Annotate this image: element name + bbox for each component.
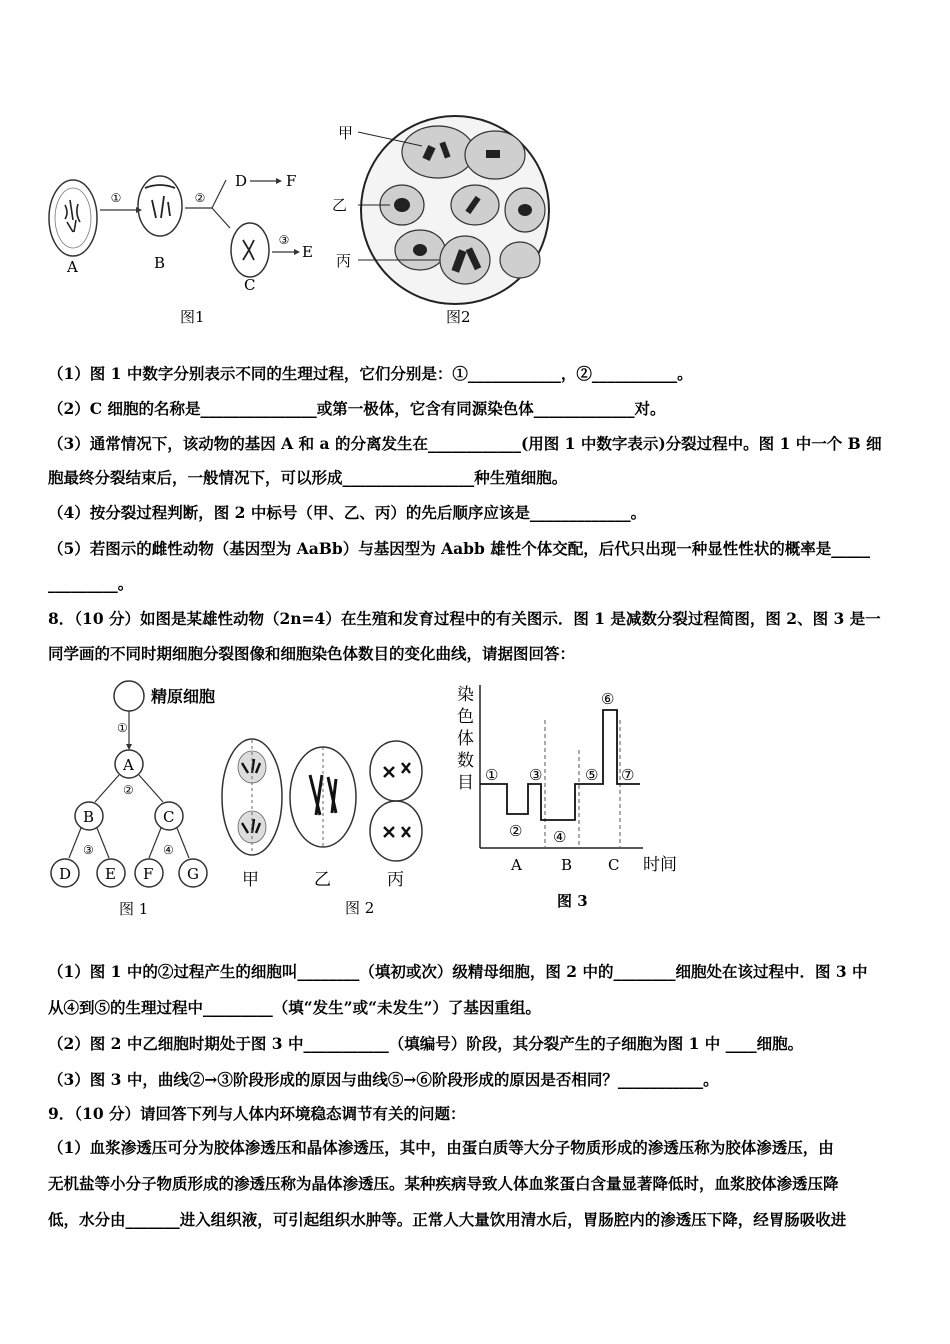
ylabel-char-3: 体 [457, 729, 474, 749]
q8-sub-line-2: 从④到⑤的生理过程中_________（填“发生”或“未发生”）了基因重组。 [48, 998, 541, 1017]
label-yi: 乙 [332, 196, 348, 214]
stage-4: ④ [553, 828, 567, 846]
ylabel-char-1: 染 [457, 685, 474, 705]
q8-sub-line-1: （1）图 1 中的②过程产生的细胞叫________（填初或次）级精母细胞，图 2 中的________细胞处在该过程中．图 3 中 [48, 962, 868, 981]
q8-step-4: ④ [163, 843, 174, 857]
q9-body-3: 低，水分由_______进入组织液，可引起组织水肿等。正常人大量饮用清水后，胃肠腔内的渗透压下降，经胃肠吸收进 [48, 1210, 847, 1229]
title-spermatogonium: 精原细胞 [151, 687, 216, 706]
q8-figure-1 [45, 678, 225, 923]
q8-line-1: 8．（10 分）如图是某雄性动物（2n=4）在生殖和发育过程中的有关图示．图 1 是减数分裂过程简图，图 2、图 3 是一 [48, 609, 881, 628]
stage-5: ⑤ [585, 766, 599, 784]
q7-line-4: 胞最终分裂结束后，一般情况下，可以形成_________________种生殖细胞。 [48, 468, 568, 487]
q7-line-7: _________。 [48, 574, 134, 593]
node-c: C [163, 808, 175, 826]
ylabel-char-5: 目 [457, 773, 474, 793]
q7-line-6: （5）若图示的雌性动物（基因型为 AaBb）与基因型为 Aabb 雄性个体交配，后代只出现一种显性性状的概率是_____ [48, 539, 870, 558]
q7-line-1: （1）图 1 中数字分别表示不同的生理过程，它们分别是：①____________，②___________。 [48, 364, 693, 383]
node-b: B [83, 808, 95, 826]
tick-b: B [561, 856, 573, 874]
q8-sub-line-4: （3）图 3 中，曲线②→③阶段形成的原因与曲线⑤→⑥阶段形成的原因是否相同？___________。 [48, 1070, 719, 1089]
top-figure-2 [330, 110, 570, 335]
top-figure-1 [40, 160, 330, 335]
q9-body-1: （1）血浆渗透压可分为胶体渗透压和晶体渗透压，其中，由蛋白质等大分子物质形成的渗透压称为胶体渗透压，由 [48, 1138, 834, 1157]
tick-a: A [511, 856, 522, 874]
q7-line-5: （4）按分裂过程判断，图 2 中标号（甲、乙、丙）的先后顺序应该是_____________。 [48, 503, 647, 522]
stage-7: ⑦ [621, 766, 635, 784]
stage-6: ⑥ [601, 690, 615, 708]
q8-step-1: ① [117, 721, 128, 735]
q8-line-2: 同学画的不同时期细胞分裂图像和细胞染色体数目的变化曲线，请据图回答： [48, 644, 576, 663]
label-a: A [67, 258, 78, 276]
q8-fig1-caption: 图 1 [119, 900, 149, 918]
fig1-caption: 图1 [180, 308, 205, 326]
node-e: E [105, 865, 116, 883]
stage-3: ③ [529, 766, 543, 784]
q9-body-2: 无机盐等小分子物质形成的渗透压称为晶体渗透压。某种疾病导致人体血浆蛋白含量显著降低时，血浆胶体渗透压降 [48, 1174, 839, 1193]
node-a: A [123, 756, 134, 774]
step-1: ① [110, 191, 122, 205]
chromosome-curve [480, 710, 640, 820]
q7-line-2: （2）C 细胞的名称是_______________或第一极体，它含有同源染色体_____________对。 [48, 399, 666, 418]
q8-figure-3 [445, 680, 695, 915]
label-jia: 甲 [338, 124, 354, 142]
step-3: ③ [278, 233, 290, 247]
label-b: B [154, 254, 166, 272]
stage-1: ① [485, 766, 499, 784]
ylabel-char-4: 数 [457, 751, 474, 771]
q9-line-1: 9．（10 分）请回答下列与人体内环境稳态调节有关的问题： [48, 1104, 466, 1123]
label-f: F [286, 172, 297, 190]
node-f: F [143, 865, 154, 883]
cell-label-bing: 丙 [387, 870, 404, 890]
fig2-caption: 图2 [446, 308, 471, 326]
label-e: E [302, 243, 313, 261]
xlabel-time: 时间 [643, 855, 677, 875]
node-g: G [187, 865, 199, 883]
label-bing: 丙 [336, 252, 352, 270]
cell-label-jia: 甲 [242, 870, 259, 890]
stage-2: ② [509, 822, 523, 840]
q8-fig2-caption: 图 2 [345, 899, 375, 917]
q8-figure-2 [210, 735, 440, 925]
q7-line-3: （3）通常情况下，该动物的基因 A 和 a 的分离发生在____________(用图 1 中数字表示)分裂过程中。图 1 中一个 B 细 [48, 434, 882, 453]
cell-label-yi: 乙 [314, 870, 331, 890]
q8-sub-line-3: （2）图 2 中乙细胞时期处于图 3 中___________（填编号）阶段，其分裂产生的子细胞为图 1 中 ____细胞。 [48, 1034, 804, 1053]
step-2: ② [194, 191, 206, 205]
q8-step-3: ③ [83, 843, 94, 857]
q8-step-2: ② [123, 783, 134, 797]
node-d: D [59, 865, 72, 883]
ylabel-char-2: 色 [457, 707, 474, 727]
label-c: C [244, 276, 256, 294]
tick-c: C [608, 856, 620, 874]
q8-fig3-caption: 图 3 [557, 892, 588, 910]
label-d: D [235, 172, 248, 190]
